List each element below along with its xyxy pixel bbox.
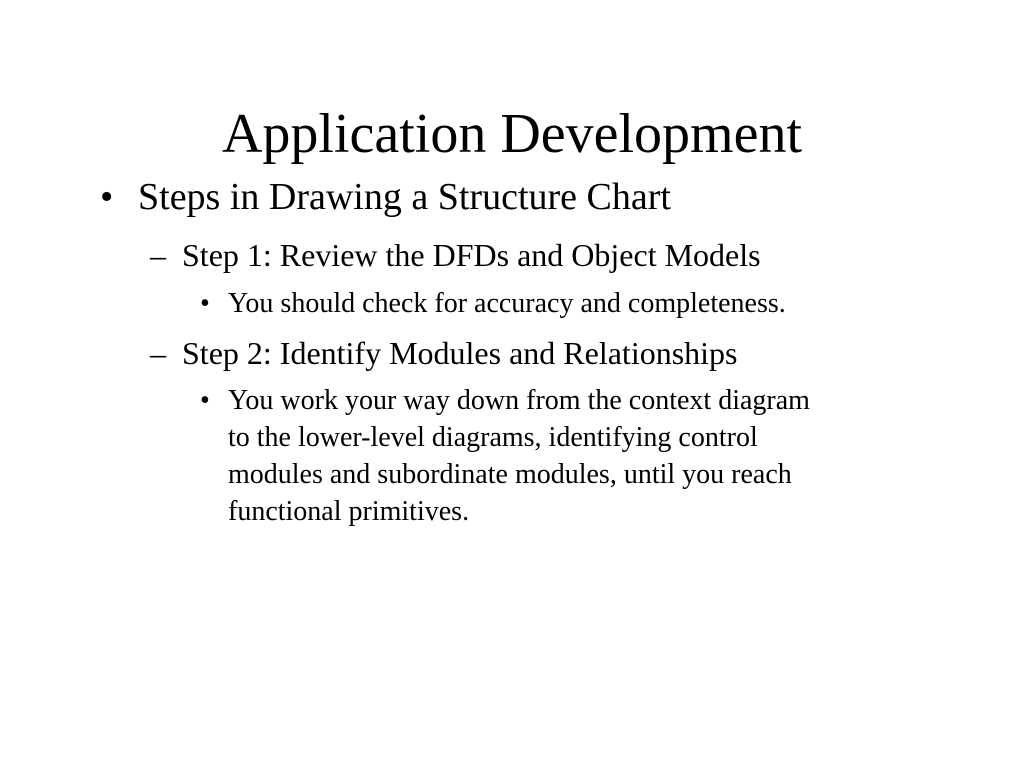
dash-marker: – — [150, 237, 166, 273]
step-2-detail-text — [228, 382, 948, 530]
step-1-text: Step 1: Review the DFDs and Object Models — [182, 237, 761, 273]
step-2-detail-line: functional primitives. — [228, 496, 470, 527]
bullet-text: Steps in Drawing a Structure Chart — [138, 176, 671, 218]
slide-title: Application Development — [221, 103, 803, 165]
bullet-marker: • — [100, 176, 114, 218]
sub-bullet-marker: • — [200, 385, 210, 416]
step-2-detail-line: You work your way down from the context diagram — [228, 385, 810, 416]
step-2-detail-line: to the lower-level diagrams, identifying control — [228, 422, 758, 453]
dash-marker: – — [150, 335, 166, 371]
step-2-text: Step 2: Identify Modules and Relationships — [182, 335, 738, 371]
step-2-detail-line: modules and subordinate modules, until you reach — [228, 459, 792, 490]
sub-bullet-marker: • — [200, 288, 210, 319]
step-1-detail-text: You should check for accuracy and completeness. — [228, 288, 786, 319]
